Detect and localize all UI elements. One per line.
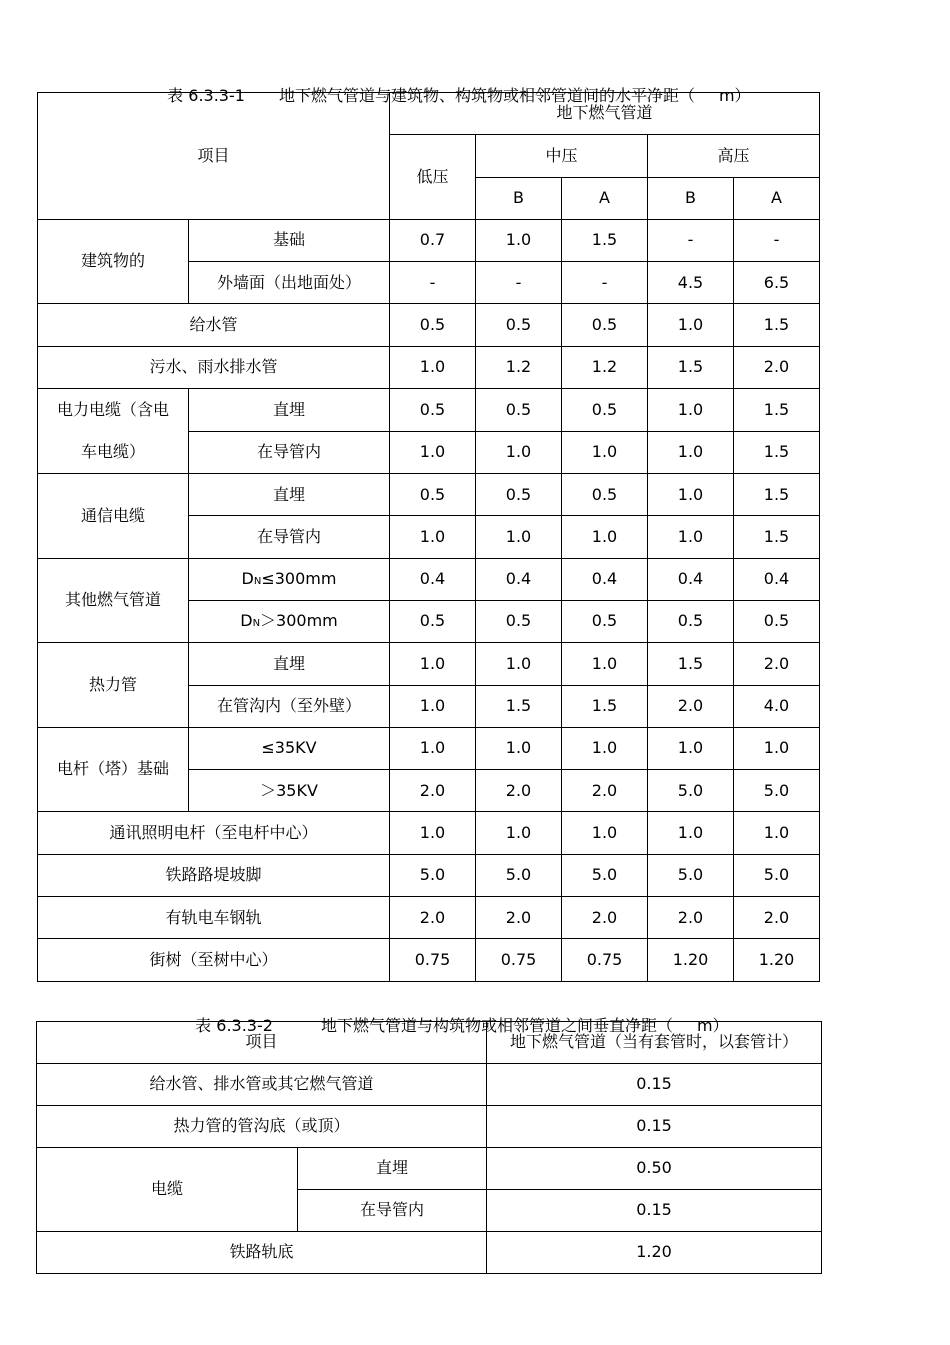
value-cell: 1.0 bbox=[476, 431, 562, 474]
category-cell: 其他燃气管道 bbox=[38, 558, 189, 643]
value-cell: 5.0 bbox=[734, 854, 820, 896]
value-cell: 1.20 bbox=[487, 1232, 822, 1274]
item-cell: 通讯照明电杆（至电杆中心） bbox=[38, 812, 390, 854]
header-high-a: A bbox=[734, 177, 820, 219]
header-medium-pressure: 中压 bbox=[476, 135, 648, 177]
subitem-cell: ＞35KV bbox=[189, 770, 390, 812]
category-line: 电力电缆（含电 bbox=[56, 400, 169, 420]
subitem-cell: 在导管内 bbox=[189, 516, 390, 558]
subitem-cell: 直埋 bbox=[189, 643, 390, 685]
value-cell: 0.5 bbox=[476, 600, 562, 642]
table-row bbox=[37, 1232, 822, 1274]
value-cell: - bbox=[562, 262, 648, 304]
header-value: 地下燃气管道（当有套管时，以套管计） bbox=[487, 1022, 822, 1064]
value-cell: 0.50 bbox=[487, 1148, 822, 1190]
value-cell: 1.0 bbox=[390, 346, 476, 388]
value-cell: 1.0 bbox=[648, 304, 734, 346]
value-cell: 0.5 bbox=[562, 474, 648, 516]
table-header-row bbox=[37, 1022, 822, 1064]
table-row bbox=[38, 219, 820, 261]
horizontal-clearance-table bbox=[37, 92, 820, 982]
item-cell: 污水、雨水排水管 bbox=[38, 346, 390, 388]
value-cell: 5.0 bbox=[562, 854, 648, 896]
value-cell: 0.4 bbox=[734, 558, 820, 600]
value-cell: - bbox=[648, 219, 734, 261]
vertical-clearance-table bbox=[36, 1021, 822, 1274]
dn-subscript: N bbox=[253, 576, 262, 588]
value-cell: 1.5 bbox=[734, 389, 820, 432]
value-cell: 2.0 bbox=[562, 770, 648, 812]
value-cell: 0.75 bbox=[476, 939, 562, 981]
item-cell: 铁路路堤坡脚 bbox=[38, 854, 390, 896]
table-row bbox=[38, 346, 820, 388]
header-low-pressure: 低压 bbox=[390, 135, 476, 220]
value-cell: 1.0 bbox=[734, 812, 820, 854]
item-cell: 给水管、排水管或其它燃气管道 bbox=[37, 1064, 487, 1106]
value-cell: 0.5 bbox=[734, 600, 820, 642]
category-line: 车电缆） bbox=[80, 442, 145, 462]
category-cell: 建筑物的 bbox=[38, 219, 189, 304]
subitem-cell: ≤35KV bbox=[189, 727, 390, 769]
value-cell: 1.0 bbox=[476, 727, 562, 769]
subitem-cell: 直埋 bbox=[298, 1148, 487, 1190]
value-cell: 5.0 bbox=[648, 854, 734, 896]
value-cell: 2.0 bbox=[562, 897, 648, 939]
value-cell: - bbox=[476, 262, 562, 304]
item-cell: 给水管 bbox=[38, 304, 390, 346]
value-cell: 0.15 bbox=[487, 1190, 822, 1232]
value-cell: 1.0 bbox=[648, 474, 734, 516]
table-row bbox=[38, 558, 820, 600]
subitem-cell: 基础 bbox=[189, 219, 390, 261]
value-cell: 1.0 bbox=[648, 516, 734, 558]
value-cell: 1.5 bbox=[476, 685, 562, 727]
value-cell: 1.5 bbox=[562, 219, 648, 261]
value-cell: 2.0 bbox=[648, 897, 734, 939]
value-cell: 1.5 bbox=[734, 304, 820, 346]
subitem-cell: 外墙面（出地面处） bbox=[189, 262, 390, 304]
value-cell: 1.0 bbox=[648, 389, 734, 432]
value-cell: 0.4 bbox=[562, 558, 648, 600]
value-cell: 0.5 bbox=[562, 600, 648, 642]
dn-symbol: D bbox=[241, 569, 254, 589]
category-cell: 热力管 bbox=[38, 643, 189, 728]
value-cell: 0.75 bbox=[562, 939, 648, 981]
value-cell: 1.0 bbox=[390, 643, 476, 685]
subitem-cell: 在导管内 bbox=[189, 431, 390, 474]
value-cell: 1.2 bbox=[476, 346, 562, 388]
value-cell: - bbox=[734, 219, 820, 261]
value-cell: 1.5 bbox=[648, 346, 734, 388]
value-cell: 0.15 bbox=[487, 1064, 822, 1106]
item-cell: 铁路轨底 bbox=[37, 1232, 487, 1274]
value-cell: 0.5 bbox=[562, 389, 648, 432]
value-cell: 0.5 bbox=[390, 389, 476, 432]
item-cell: 街树（至树中心） bbox=[38, 939, 390, 981]
table1-caption-unit: m） bbox=[718, 86, 751, 105]
table-row bbox=[38, 939, 820, 981]
value-cell: 2.0 bbox=[734, 346, 820, 388]
table-row bbox=[38, 727, 820, 769]
value-cell: 1.0 bbox=[476, 643, 562, 685]
value-cell: 0.4 bbox=[476, 558, 562, 600]
value-cell: 0.5 bbox=[476, 474, 562, 516]
category-cell: 电缆 bbox=[37, 1148, 298, 1232]
value-cell: 5.0 bbox=[476, 854, 562, 896]
value-cell: 5.0 bbox=[648, 770, 734, 812]
table-row bbox=[37, 1106, 822, 1148]
header-item: 项目 bbox=[38, 93, 390, 220]
header-medium-a: A bbox=[562, 177, 648, 219]
value-cell: 1.0 bbox=[562, 516, 648, 558]
value-cell: 1.5 bbox=[562, 685, 648, 727]
value-cell: 2.0 bbox=[390, 897, 476, 939]
dn-condition: ≤300mm bbox=[261, 569, 337, 589]
value-cell: 0.4 bbox=[390, 558, 476, 600]
value-cell: 1.0 bbox=[390, 516, 476, 558]
category-cell: 通信电缆 bbox=[38, 474, 189, 559]
subitem-cell bbox=[189, 558, 390, 600]
value-cell: 1.2 bbox=[562, 346, 648, 388]
value-cell: 0.5 bbox=[562, 304, 648, 346]
table-row bbox=[38, 389, 820, 432]
table-row bbox=[38, 812, 820, 854]
value-cell: 1.0 bbox=[562, 643, 648, 685]
dn-symbol: D bbox=[240, 611, 253, 631]
subitem-cell: 在导管内 bbox=[298, 1190, 487, 1232]
subitem-cell: 在管沟内（至外壁） bbox=[189, 685, 390, 727]
value-cell: 1.0 bbox=[390, 431, 476, 474]
value-cell: 1.0 bbox=[562, 727, 648, 769]
value-cell: 2.0 bbox=[734, 897, 820, 939]
value-cell: 2.0 bbox=[476, 770, 562, 812]
table2-caption-text: 地下燃气管道与构筑物或相邻管道之间垂直净距（ bbox=[320, 1016, 673, 1035]
header-item: 项目 bbox=[37, 1022, 487, 1064]
subitem-cell: 直埋 bbox=[189, 389, 390, 432]
value-cell: 0.5 bbox=[390, 304, 476, 346]
table-row bbox=[37, 1148, 822, 1190]
header-medium-b: B bbox=[476, 177, 562, 219]
value-cell: 0.75 bbox=[390, 939, 476, 981]
value-cell: 1.20 bbox=[734, 939, 820, 981]
header-high-b: B bbox=[648, 177, 734, 219]
value-cell: 2.0 bbox=[648, 685, 734, 727]
header-underground-gas-pipe: 地下燃气管道 bbox=[390, 93, 820, 135]
table-row bbox=[38, 897, 820, 939]
value-cell: 1.0 bbox=[648, 431, 734, 474]
category-cell: 电杆（塔）基础 bbox=[38, 727, 189, 812]
value-cell: 4.0 bbox=[734, 685, 820, 727]
value-cell: 6.5 bbox=[734, 262, 820, 304]
value-cell: 4.5 bbox=[648, 262, 734, 304]
value-cell: 1.5 bbox=[734, 431, 820, 474]
value-cell: 1.0 bbox=[390, 685, 476, 727]
value-cell: 0.5 bbox=[390, 600, 476, 642]
value-cell: 2.0 bbox=[390, 770, 476, 812]
value-cell: 0.15 bbox=[487, 1106, 822, 1148]
value-cell: 1.5 bbox=[734, 474, 820, 516]
value-cell: 2.0 bbox=[476, 897, 562, 939]
value-cell: 1.20 bbox=[648, 939, 734, 981]
item-cell: 有轨电车钢轨 bbox=[38, 897, 390, 939]
item-cell: 热力管的管沟底（或顶） bbox=[37, 1106, 487, 1148]
value-cell: 0.5 bbox=[476, 389, 562, 432]
table-row bbox=[38, 854, 820, 896]
value-cell: 5.0 bbox=[734, 770, 820, 812]
table1-caption-text: 地下燃气管道与建筑物、构筑物或相邻管道间的水平净距（ bbox=[278, 86, 695, 105]
subitem-cell bbox=[189, 600, 390, 642]
value-cell: 1.0 bbox=[648, 727, 734, 769]
value-cell: 1.0 bbox=[476, 812, 562, 854]
value-cell: - bbox=[390, 262, 476, 304]
value-cell: 1.0 bbox=[648, 812, 734, 854]
value-cell: 1.5 bbox=[648, 643, 734, 685]
table-row bbox=[37, 1064, 822, 1106]
table-row bbox=[38, 643, 820, 685]
value-cell: 0.7 bbox=[390, 219, 476, 261]
value-cell: 0.4 bbox=[648, 558, 734, 600]
value-cell: 1.0 bbox=[562, 812, 648, 854]
value-cell: 1.0 bbox=[734, 727, 820, 769]
subitem-cell: 直埋 bbox=[189, 474, 390, 516]
table2-caption-unit: m） bbox=[696, 1016, 729, 1035]
value-cell: 1.0 bbox=[390, 727, 476, 769]
value-cell: 0.5 bbox=[648, 600, 734, 642]
header-high-pressure: 高压 bbox=[648, 135, 820, 177]
value-cell: 1.0 bbox=[476, 516, 562, 558]
value-cell: 0.5 bbox=[390, 474, 476, 516]
value-cell: 0.5 bbox=[476, 304, 562, 346]
value-cell: 1.5 bbox=[734, 516, 820, 558]
table2-caption-number: 表 6.3.3-2 bbox=[195, 1016, 273, 1035]
category-cell bbox=[38, 389, 189, 474]
value-cell: 1.0 bbox=[390, 812, 476, 854]
table-row bbox=[38, 304, 820, 346]
value-cell: 2.0 bbox=[734, 643, 820, 685]
value-cell: 5.0 bbox=[390, 854, 476, 896]
value-cell: 1.0 bbox=[562, 431, 648, 474]
table1-caption-number: 表 6.3.3-1 bbox=[167, 86, 245, 105]
table-row bbox=[38, 474, 820, 516]
dn-condition: ＞300mm bbox=[260, 611, 338, 631]
dn-subscript: N bbox=[252, 618, 261, 630]
value-cell: 1.0 bbox=[476, 219, 562, 261]
